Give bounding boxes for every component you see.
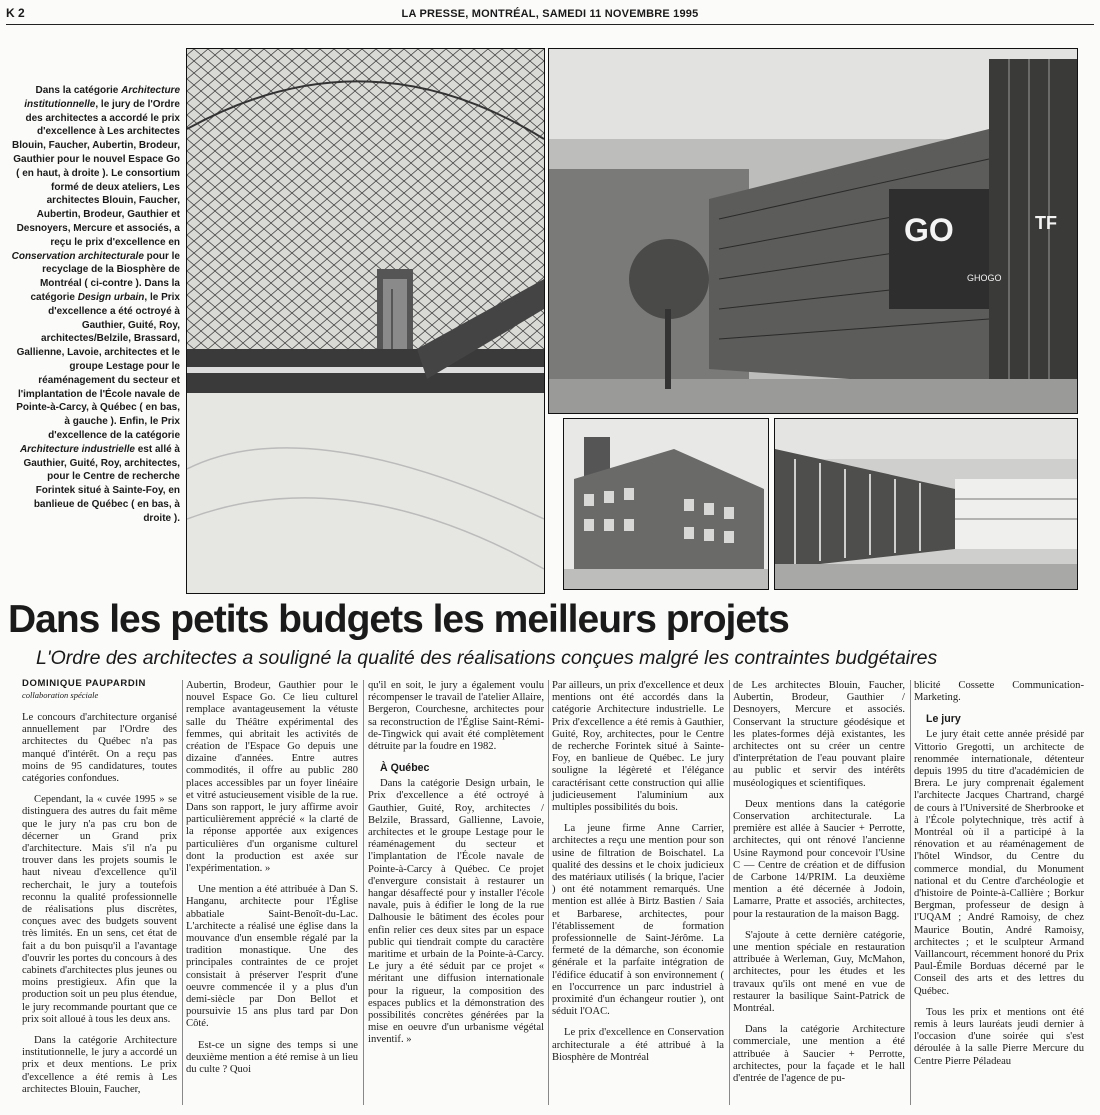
subheadline: L'Ordre des architectes a souligné la qualité des réalisations conçues malgré les contraintes budgétaires [36,647,938,669]
paragraph: Est-ce un signe des temps si une deuxième mention a été remise à un lieu du culte ? Quoi [186,1039,358,1076]
paragraph: qu'il en soit, le jury a également voulu récompenser le travail de l'atelier Allaire, Bergeron, Courchesne, architectes pour sa reconstruction de l'Église Saint-Rémi-de-Tingwick qui avait été complètement détruite par la foudre en 1982. [368,680,544,753]
paragraph: Par ailleurs, un prix d'excellence et deux mentions ont été accordés dans la catégorie Architecture industrielle. Le Prix d'excellence a été remis à Gauthier, Guité, Roy, architectes, pour le Centre de recherche Forintek situé à Sainte-Foy, en banlieue de Québec. Le jury souligne la légèreté et l'élégance caractérisant cette construction qui allie judicieusement l'aluminium aux multiples possibilités du bois. [552,680,724,814]
paragraph: S'ajoute à cette dernière catégorie, une mention spéciale en restauration attribuée à Werleman, Guy, McMahon, architectes, pour les études et les travaux qu'ils ont mené en vue de restaurer la basilique Saint-Patrick de Montréal. [733,929,905,1015]
byline-role: collaboration spéciale [22,690,99,700]
page-folio: K 2 [6,6,25,20]
paragraph: Le prix d'excellence en Conservation architecturale a été attribué à la Biosphère de Montréal [552,1027,724,1063]
sign-tf: TF [1035,213,1057,233]
article-column-2 [186,680,358,1085]
article-column-4 [552,680,724,1073]
headline: Dans les petits budgets les meilleurs projets [8,598,789,641]
column-rule [729,680,730,1105]
column-rule [548,680,549,1105]
photo-espace-go [548,48,1078,414]
photo-ecole-navale [563,418,769,590]
masthead: LA PRESSE, MONTRÉAL, SAMEDI 11 NOVEMBRE 1995 [401,8,699,20]
sign-small: GHOGO [967,273,1002,283]
paragraph: Tous les prix et mentions ont été remis à leurs lauréats jeudi dernier à l'occasion d'une soirée qui s'est déroulée à la salle Pierre Mercure du Centre Pierre Péladeau [914,1006,1084,1067]
column-rule [182,680,183,1105]
paragraph: Aubertin, Brodeur, Gauthier pour le nouvel Espace Go. Ce lieu culturel remplace avantageusement la vétuste salle du Théâtre expérimental des femmes, qui abritait les activités de création de l'Espace Go depuis une dizaine d'années. Entre autres commodités, il offre au public 280 places accessibles par un foyer linéaire et vitré astucieusement visible de la rue. Dans son rapport, le jury affirme avoir particulièrement apprécié « la clarté de la réponse apportée aux exigences particulières d'un organisme culturel dont la production est axée sur l'expérimentation. » [186,680,358,875]
subhead-jury: Le jury [926,713,961,726]
photo-caption: Dans la catégorie Architecture institutionnelle, le jury de l'Ordre des architectes a accordé le prix d'excellence à Les architectes Blouin, Faucher, Aubertin, Brodeur, Gauthier pour le nouvel Espace Go ( en haut, à droite ). Le consortium formé de deux ateliers, Les architectes Blouin, Faucher, Aubertin, Brodeur, Gauthier et Desnoyers, Mercure et associés, a reçu le prix d'excellence en Conservation architecturale pour le recyclage de la Biosphère de Montréal ( ci-contre ). Dans la catégorie Design urbain, le Prix d'excellence a été octroyé à Gauthier, Guité, Roy, architectes/Belzile, Brassard, Gallienne, Lavoie, architectes et le groupe Lestage pour le réaménagement du secteur et l'implantation de l'École navale de Pointe-à-Carcy, à Québec ( en bas, à gauche ). Enfin, le Prix d'excellence de la catégorie Architecture industrielle est allé à Gauthier, Guité, Roy, architectes, pour le Centre de recherche Forintek situé à Sainte-Foy, en banlieue de Québec ( en bas, à droite ). [11,85,180,524]
column-rule [910,680,911,1105]
paragraph: blicité Cossette Communication-Marketing. [914,680,1084,704]
photo-biosphere [186,48,545,594]
paragraph: Deux mentions dans la catégorie Conservation architecturale. La première est allée à Saucier + Perrotte, architectes, qui ont rénové l'ancienne Usine Raymond pour concevoir l'Usine C — Centre de création et de diffusion de Carbone 14/PRIM. La deuxième mention a été décernée à Jodoin, Lamarre, Pratte et associés, architectes, pour la restauration de la maison Bagg. [733,798,905,920]
article-column-3 [368,680,544,1056]
paragraph: La jeune firme Anne Carrier, architectes a reçu une mention pour son usine de filtration de Boischatel. La qualité des dessins et le choix judicieux des matériaux utilisés ( la brique, l'acier ) ont été notamment remarqués. Une mention est allée à Birtz Bastien / Saia et Barbarese, architectes, pour l'établissement de formation professionnelle de Saint-Jérôme. La fermeté de la démarche, son économie générale et la parfaite intégration de l'édifice éducatif à son environnement ( en l'occurrence un parc industriel à proximité d'un échangeur routier ), ont séduit l'OAC. [552,823,724,1018]
paragraph: Une mention a été attribuée à Dan S. Hanganu, architecte pour l'Église abbatiale Saint-Benoît-du-Lac. L'architecte a réalisé une église dans la mouvance d'un ensemble régalé par la tradition monastique. Une des principales contraintes de ce projet consistait à préserver l'esprit d'une oeuvre commencée il y a plus d'un demi-siècle par Don Bellot et poursuivie 15 ans plus tard par Don Côté. [186,884,358,1030]
subhead-quebec: À Québec [380,762,430,775]
paragraph: Le concours d'architecture organisé annuellement par l'Ordre des architectes du Québec n'a pas manqué d'intérêt. On a reçu pas moins de 95 candidatures, toutes catégories confondues. [22,712,177,785]
article-column-6 [914,680,1084,1077]
byline: DOMINIQUE PAUPARDIN [22,678,146,689]
paragraph: Dans la catégorie Design urbain, le Prix d'excellence a été octroyé à Gauthier, Guité, Roy, architectes / Belzile, Brassard, Gallienne, Lavoie, architectes et le groupe Lestage pour le réaménagement du secteur et l'implantation de l'École navale de Pointe-à-Carcy à Québec. Ce projet d'envergure consistait à restaurer un hangar désaffecté pour y installer l'école navale, puis à édifier le long de la rue Dalhousie le bâtiment des écoles pour enfin relier ces deux sites par un espace public qui tiendrait compte du caractère maritime et urbain de la Pointe-à-Carcy. Le jury a été séduit par ce projet « méritant une diffusion internationale pour la rigueur, la composition des espaces publics et la démonstration des possibilités concrètes générées par la mise en oeuvre d'un urbanisme végétal inventif. » [368,778,544,1046]
paragraph: Cependant, la « cuvée 1995 » se distinguera des autres du fait même que le jury n'a pas cru bon de décerner un Grand prix d'architecture. Mais s'il n'a pu trouver dans les projets soumis le haut niveau d'excellence qu'il recherchait, le jury a toutefois reconnu la qualité professionnelle de réalisations plus discrètes, conçues avec des budgets souvent très limités. En un sens, cet état de fait a du bon puisqu'il a l'avantage d'ouvrir les portes du concours à des cabinets d'architectes plus jeunes ou moins prestigieux. Afin que la production soit un peu plus étendue, le jury recommande pourtant que ce prix soit alloué à tous les deux ans. [22,794,177,1025]
paragraph: Dans la catégorie Architecture institutionnelle, le jury a accordé un prix et deux mentions. Le prix d'excellence a été remis à Les architectes Blouin, Faucher, [22,1035,177,1095]
top-rule [6,24,1094,25]
article-column-1 [22,712,177,1105]
paragraph: Dans la catégorie Architecture commerciale, une mention a été attribuée à Saucier + Perrotte, architectes, pour la façade et le hall d'entrée de l'agence de pu- [733,1024,905,1085]
column-rule [363,680,364,1105]
sign-go: GO [904,212,954,248]
article-column-5 [733,680,905,1094]
photo-forintek [774,418,1078,590]
paragraph: Le jury était cette année présidé par Vittorio Gregotti, un architecte de renommée internationale, détenteur depuis 1995 du titre d'académicien de Brera. Le jury comprenait également l'architecte Jacques Chartrand, chargé de cours à l'Université de Sherbrooke et à l'École polytechnique, très actif à Montréal où il a participé à la rénovation et au réaménagement de l'hôtel Windsor, du Centre du commerce mondial, du Monument national et du Centre d'archéologie et d'histoire de Pointe-à-Callière ; Borkur Bergman, professeur de design à l'UQAM ; André Ramoisy, de chez Maurice Boutin, André Ramoisy, architectes ; et le sculpteur Armand Vaillancourt, récemment honoré du Prix Paul-Émile Borduas décerné par le Conseil des arts et des lettres du Québec. [914,729,1084,997]
paragraph: de Les architectes Blouin, Faucher, Aubertin, Brodeur, Gauthier / Desnoyers, Mercure et associés. Conservant la structure géodésique et les plates-formes déjà existantes, les architectes ont su créer un centre d'interprétation de l'eau pouvant plaire au public et servir des intérêts muséologiques et scientifiques. [733,680,905,789]
